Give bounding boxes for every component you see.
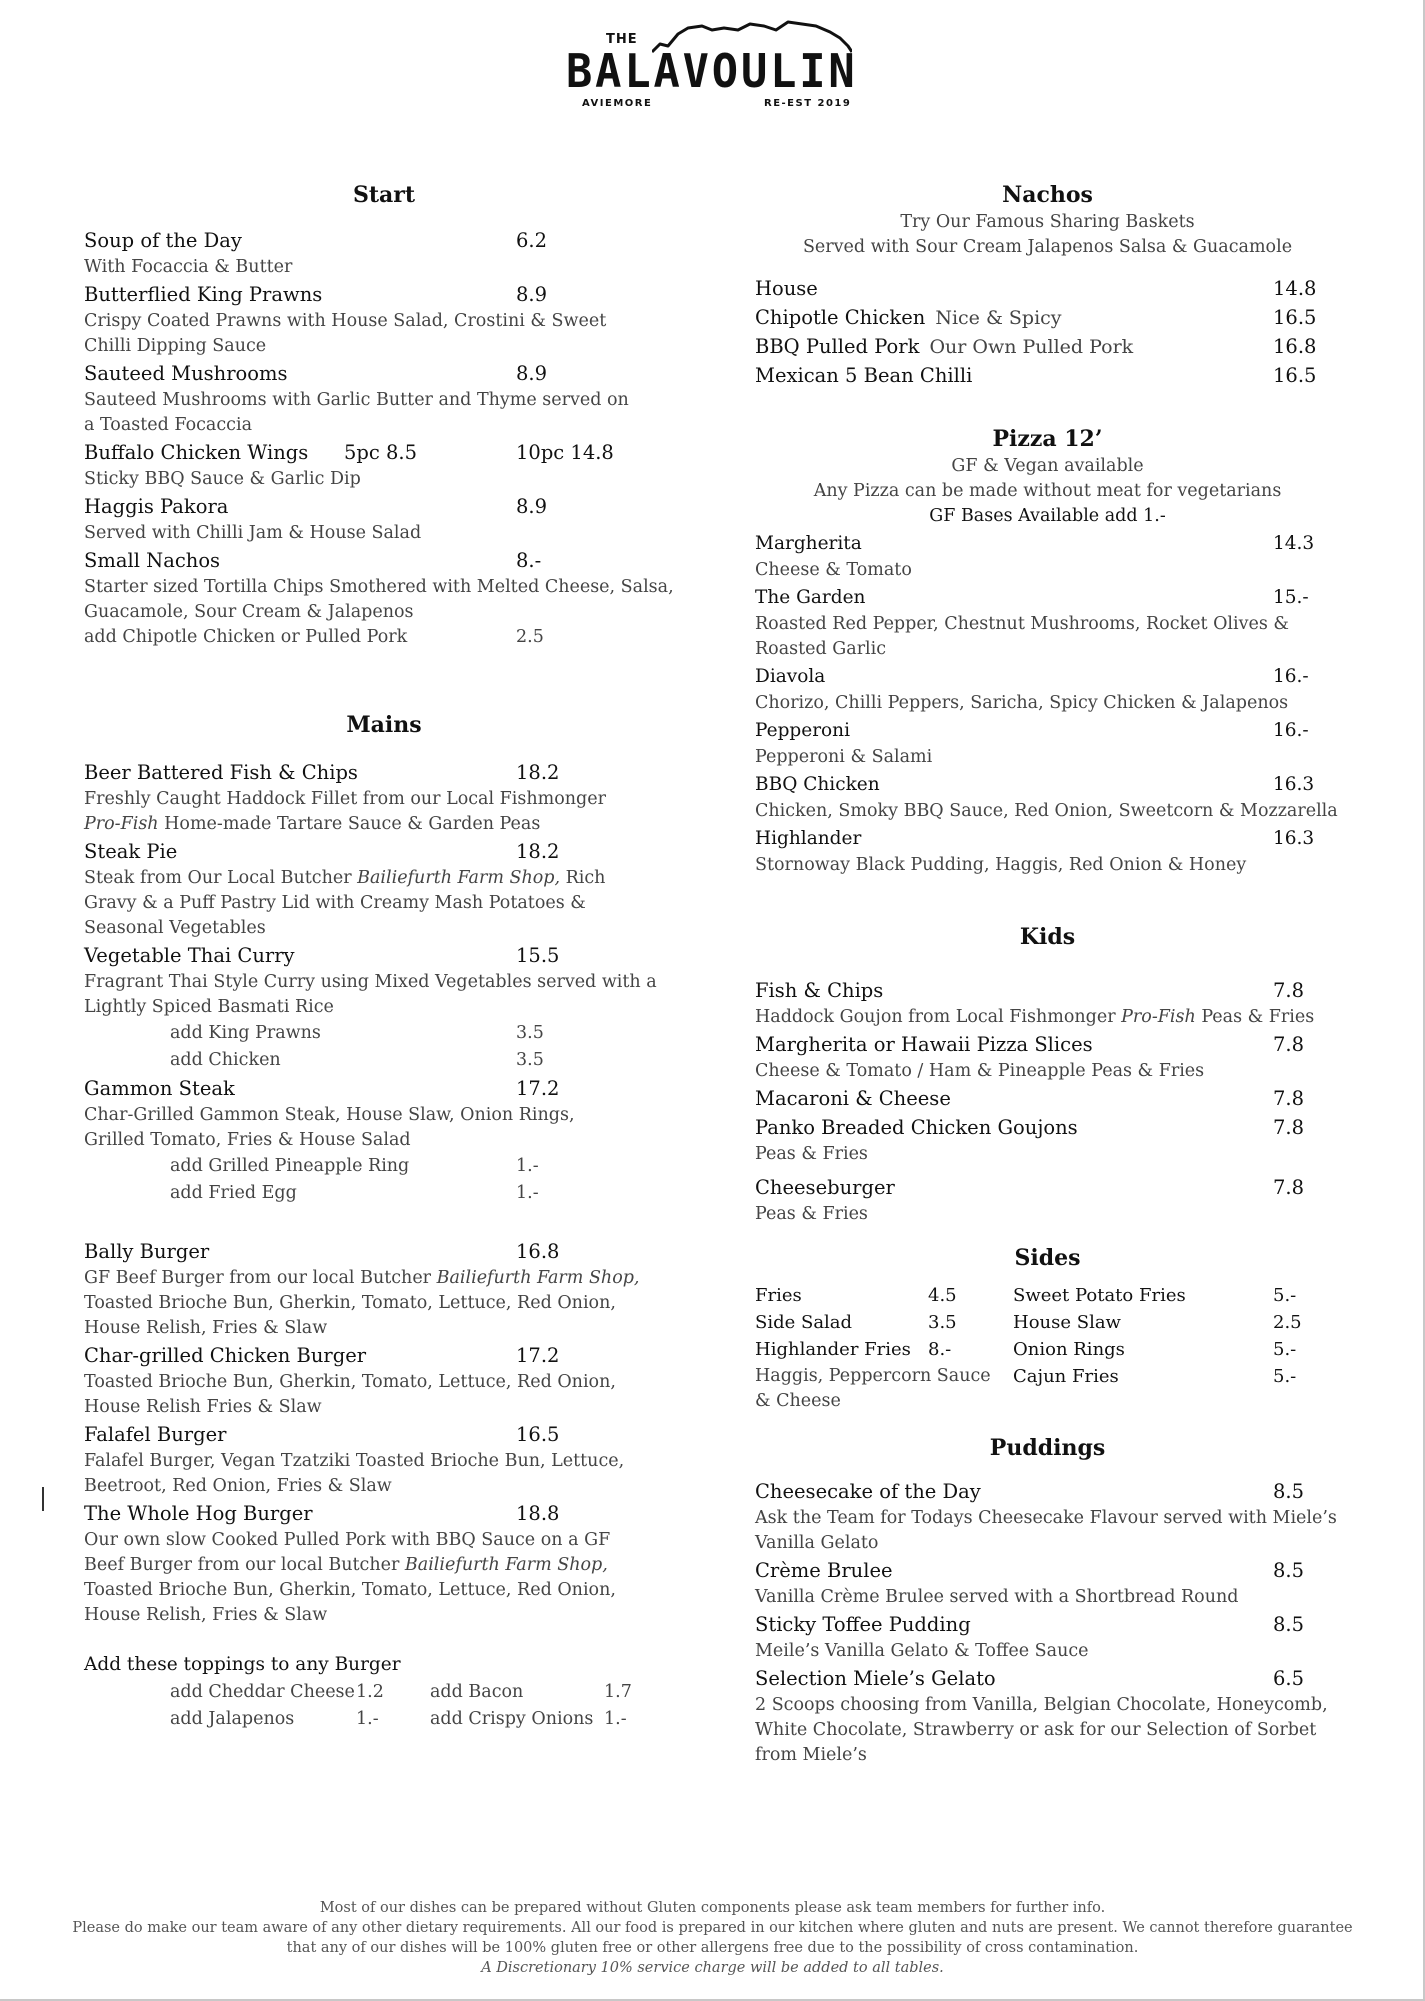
item-name: Buffalo Chicken Wings — [84, 441, 309, 464]
desc-text: Steak from Our Local Butcher — [84, 868, 358, 888]
footer — [60, 1898, 1365, 1978]
addon-price: 1.- — [516, 1183, 539, 1203]
side-desc: Haggis, Peppercorn Sauce & Cheese — [755, 1366, 991, 1411]
menu-item — [755, 1113, 1340, 1142]
item-desc: Stornoway Black Pudding, Haggis, Red Onion & Honey — [755, 855, 1247, 875]
item-price: 14.3 — [1273, 533, 1315, 554]
side-price: 8.- — [928, 1339, 952, 1360]
desc-text: GF Beef Burger from our local Butcher — [84, 1268, 437, 1288]
addon-price: 1.- — [516, 1156, 539, 1176]
menu-item — [84, 1420, 684, 1449]
desc-text: Freshly Caught Haddock Fillet from our Local Fishmonger — [84, 789, 606, 809]
footer-line1: Most of our dishes can be prepared without Gluten components please ask team members for further info. — [319, 1900, 1106, 1916]
item-desc: Ask the Team for Todays Cheesecake Flavour served with Miele’s Vanilla Gelato — [755, 1508, 1337, 1553]
item-desc: Peas & Fries — [755, 1144, 868, 1164]
topping-price: 1.- — [356, 1709, 379, 1729]
item-price: 8.5 — [1273, 1559, 1305, 1582]
menu-item — [755, 583, 1340, 612]
item-name: BBQ Pulled Pork — [755, 335, 920, 358]
item-price: 17.2 — [516, 1344, 560, 1367]
item-price: 8.- — [516, 549, 542, 572]
pizza-sub3: GF Bases Available add 1.- — [929, 506, 1166, 526]
addon-name: add Grilled Pineapple Ring — [170, 1156, 410, 1176]
item-price: 14.8 — [1273, 277, 1317, 300]
item-price: 16.8 — [1273, 335, 1317, 358]
item-price: 16.5 — [1273, 306, 1317, 329]
item-price: 8.9 — [516, 283, 548, 306]
side-name: Sweet Potato Fries — [1013, 1285, 1186, 1306]
side-price: 2.5 — [1273, 1312, 1302, 1333]
item-name: Fish & Chips — [755, 979, 884, 1002]
item-desc — [84, 866, 624, 941]
side-name: Side Salad — [755, 1312, 853, 1333]
item-price: 18.8 — [516, 1502, 560, 1525]
topping-name: add Crispy Onions — [430, 1709, 594, 1729]
desc-italic: Bailiefurth Farm Shop, — [436, 1268, 640, 1288]
item-name: Soup of the Day — [84, 229, 242, 252]
menu-item — [755, 770, 1340, 799]
item-desc: Starter sized Tortilla Chips Smothered with Melted Cheese, Salsa, Guacamole, Sour Cream & Jalapenos — [84, 577, 674, 622]
addon-row — [84, 1153, 684, 1180]
item-desc: Chorizo, Chilli Peppers, Saricha, Spicy Chicken & Jalapenos — [755, 693, 1289, 713]
topping-row — [84, 1706, 684, 1733]
footer-line3: A Discretionary 10% service charge will be added to all tables. — [481, 1960, 944, 1976]
item-desc: Served with Chilli Jam & House Salad — [84, 523, 422, 543]
menu-item — [84, 492, 684, 521]
item-desc: Pepperoni & Salami — [755, 747, 933, 767]
addon-name: add Fried Egg — [170, 1183, 297, 1203]
item-name: Bally Burger — [84, 1240, 210, 1263]
nachos-sub1: Try Our Famous Sharing Baskets — [900, 212, 1195, 232]
side-name: Fries — [755, 1285, 802, 1306]
menu-item — [84, 1074, 684, 1103]
puddings-title: Puddings — [989, 1435, 1106, 1461]
menu-item — [84, 758, 684, 787]
left-column — [84, 180, 684, 1733]
item-desc: Vanilla Crème Brulee served with a Shortbread Round — [755, 1587, 1239, 1607]
item-desc: Char-Grilled Gammon Steak, House Slaw, Onion Rings, Grilled Tomato, Fries & House Salad — [84, 1105, 575, 1150]
sides-grid — [755, 1285, 1340, 1411]
extra-price: 2.5 — [516, 627, 544, 647]
menu-item — [755, 1084, 1340, 1113]
item-price: 6.5 — [1273, 1667, 1305, 1690]
pizza-sub2: Any Pizza can be made without meat for vegetarians — [813, 481, 1282, 501]
topping-price: 1.7 — [604, 1682, 632, 1702]
item-desc — [84, 787, 684, 837]
menu-item — [84, 1499, 684, 1528]
topping-name: add Cheddar Cheese — [170, 1682, 355, 1702]
desc-text: Toasted Brioche Bun, Gherkin, Tomato, Lettuce, Red Onion, House Relish, Fries & Slaw — [84, 1293, 616, 1338]
mains-title: Mains — [346, 712, 422, 738]
menu-item — [84, 1237, 684, 1266]
item-desc: With Focaccia & Butter — [84, 257, 293, 277]
menu-item — [84, 1341, 684, 1370]
item-name: Sticky Toffee Pudding — [755, 1613, 971, 1636]
addon-row — [84, 1047, 684, 1074]
item-price: 16.3 — [1273, 774, 1315, 795]
item-name: Chipotle Chicken — [755, 306, 926, 329]
addon-name: add King Prawns — [170, 1023, 321, 1043]
item-price: 16.- — [1273, 720, 1309, 741]
menu-item — [84, 837, 684, 866]
item-name: Margherita — [755, 533, 862, 554]
menu-item — [84, 359, 684, 388]
menu-item — [755, 274, 1340, 303]
desc-text: Our own slow Cooked Pulled Pork with BBQ Sauce on a GF Beef Burger from our local Butcher — [84, 1530, 611, 1575]
menu-item — [755, 976, 1340, 1005]
item-name: Falafel Burger — [84, 1423, 227, 1446]
item-name: Crème Brulee — [755, 1559, 893, 1582]
menu-item — [755, 361, 1340, 390]
item-price: 16.- — [1273, 666, 1309, 687]
toppings-title: Add these toppings to any Burger — [84, 1654, 401, 1675]
desc-italic: Bailiefurth Farm Shop, — [404, 1555, 608, 1575]
item-name: Steak Pie — [84, 840, 178, 863]
item-name: Beer Battered Fish & Chips — [84, 761, 358, 784]
menu-item — [755, 716, 1340, 745]
side-price: 5.- — [1273, 1366, 1297, 1387]
item-desc: Cheese & Tomato — [755, 560, 912, 580]
desc-text: Rich Gravy & a Puff Pastry Lid with Creamy Mash Potatoes & Seasonal Vegetables — [84, 868, 606, 938]
side-price: 5.- — [1273, 1285, 1297, 1306]
item-desc: Sauteed Mushrooms with Garlic Butter and Thyme served on a Toasted Focaccia — [84, 390, 629, 435]
sides-title: Sides — [1014, 1245, 1081, 1271]
item-name: Haggis Pakora — [84, 495, 229, 518]
item-name: Macaroni & Cheese — [755, 1087, 951, 1110]
item-price: 8.9 — [516, 362, 548, 385]
item-price: 7.8 — [1273, 979, 1305, 1002]
logo-brand: BALAVOULIN — [566, 44, 858, 98]
item-name: Pepperoni — [755, 720, 851, 741]
desc-text: Toasted Brioche Bun, Gherkin, Tomato, Lettuce, Red Onion, House Relish, Fries & Slaw — [84, 1580, 616, 1625]
menu-item — [755, 529, 1340, 558]
item-price: 6.2 — [516, 229, 548, 252]
logo-town: AVIEMORE — [582, 98, 653, 109]
item-name: The Garden — [755, 587, 866, 608]
item-price: 7.8 — [1273, 1116, 1305, 1139]
menu-item — [755, 1030, 1340, 1059]
item-name: Highlander — [755, 828, 862, 849]
menu-item — [755, 1477, 1340, 1506]
item-name: The Whole Hog Burger — [84, 1502, 313, 1525]
side-price: 5.- — [1273, 1339, 1297, 1360]
item-desc: Chicken, Smoky BBQ Sauce, Red Onion, Sweetcorn & Mozzarella — [755, 801, 1338, 821]
item-desc: 2 Scoops choosing from Vanilla, Belgian Chocolate, Honeycomb, White Chocolate, Strawberry or ask for our Selection of Sorbet from Miele’s — [755, 1695, 1328, 1765]
item-name: Margherita or Hawaii Pizza Slices — [755, 1033, 1093, 1056]
menu-item — [755, 1610, 1340, 1639]
side-name: Cajun Fries — [1013, 1366, 1119, 1387]
addon-row — [84, 1180, 684, 1207]
footer-line2: Please do make our team aware of any other dietary requirements. All our food is prepared in our kitchen where gluten and nuts are present. We cannot therefore guarantee that any of our dishes will be 100% gluten free or other allergens free due to the possibility of cross contamination. — [72, 1920, 1353, 1956]
pizza-title: Pizza 12’ — [992, 426, 1103, 452]
desc-italic: Pro-Fish — [84, 814, 159, 834]
item-name: Small Nachos — [84, 549, 221, 572]
item-price: 7.8 — [1273, 1087, 1305, 1110]
topping-price: 1.2 — [356, 1682, 384, 1702]
item-price: 16.5 — [1273, 364, 1317, 387]
menu-item — [755, 303, 1340, 332]
menu-item — [84, 438, 684, 467]
menu-item — [755, 1664, 1340, 1693]
logo — [560, 10, 860, 120]
item-price-small: 5pc 8.5 — [344, 441, 418, 464]
logo-the: THE — [606, 32, 638, 47]
item-name: Vegetable Thai Curry — [84, 944, 295, 967]
menu-item — [755, 1556, 1340, 1585]
item-desc: Roasted Red Pepper, Chestnut Mushrooms, Rocket Olives & Roasted Garlic — [755, 614, 1289, 659]
topping-row — [84, 1679, 684, 1706]
item-price: 16.8 — [516, 1240, 560, 1263]
desc-text: Haddock Goujon from Local Fishmonger — [755, 1007, 1122, 1027]
side-price: 3.5 — [928, 1312, 957, 1333]
item-price: 15.- — [1273, 587, 1309, 608]
extra-name: add Chipotle Chicken or Pulled Pork — [84, 627, 408, 647]
item-name: Mexican 5 Bean Chilli — [755, 364, 973, 387]
item-price: 17.2 — [516, 1077, 560, 1100]
start-title: Start — [352, 182, 416, 208]
addon-price: 3.5 — [516, 1050, 544, 1070]
desc-text: Peas & Fries — [1195, 1007, 1315, 1027]
item-name: Gammon Steak — [84, 1077, 235, 1100]
item-desc: Meile’s Vanilla Gelato & Toffee Sauce — [755, 1641, 1089, 1661]
item-name: Sauteed Mushrooms — [84, 362, 288, 385]
addon-row — [84, 1020, 684, 1047]
item-name: Butterflied King Prawns — [84, 283, 323, 306]
addon-name: add Chicken — [170, 1050, 281, 1070]
item-name: House — [755, 277, 818, 300]
item-desc: Falafel Burger, Vegan Tzatziki Toasted Brioche Bun, Lettuce, Beetroot, Red Onion, Fries & Slaw — [84, 1451, 625, 1496]
side-name: Onion Rings — [1013, 1339, 1125, 1360]
menu-item — [755, 824, 1340, 853]
logo-est: RE-EST 2019 — [764, 98, 852, 109]
item-name: BBQ Chicken — [755, 774, 880, 795]
item-desc — [84, 1266, 644, 1341]
side-price: 4.5 — [928, 1285, 957, 1306]
item-desc: Peas & Fries — [755, 1204, 868, 1224]
item-price: 18.2 — [516, 840, 560, 863]
item-price: 16.3 — [1273, 828, 1315, 849]
item-desc: Sticky BBQ Sauce & Garlic Dip — [84, 469, 361, 489]
item-desc: Toasted Brioche Bun, Gherkin, Tomato, Lettuce, Red Onion, House Relish Fries & Slaw — [84, 1372, 616, 1417]
item-name: Cheeseburger — [755, 1176, 895, 1199]
pizza-sub1: GF & Vegan available — [951, 456, 1144, 476]
item-desc — [84, 1528, 654, 1628]
topping-price: 1.- — [604, 1709, 627, 1729]
item-name: Char-grilled Chicken Burger — [84, 1344, 367, 1367]
menu-item — [755, 1173, 1340, 1202]
nachos-title: Nachos — [1002, 182, 1093, 208]
toppings-title-row — [84, 1650, 684, 1679]
kids-title: Kids — [1019, 924, 1076, 950]
menu-item — [84, 941, 684, 970]
side-name: House Slaw — [1013, 1312, 1121, 1333]
item-desc: Crispy Coated Prawns with House Salad, Crostini & Sweet Chilli Dipping Sauce — [84, 311, 607, 356]
nachos-sub2: Served with Sour Cream Jalapenos Salsa & Guacamole — [802, 237, 1293, 257]
item-note: Nice & Spicy — [935, 307, 1062, 329]
item-price: 8.5 — [1273, 1480, 1305, 1503]
menu-item — [84, 546, 684, 575]
menu-item — [84, 226, 684, 255]
item-price: 7.8 — [1273, 1033, 1305, 1056]
side-name: Highlander Fries — [755, 1339, 911, 1360]
right-column — [755, 180, 1340, 1768]
topping-name: add Bacon — [430, 1682, 524, 1702]
item-price: 18.2 — [516, 761, 560, 784]
item-desc: Cheese & Tomato / Ham & Pineapple Peas & Fries — [755, 1061, 1205, 1081]
text-cursor — [42, 1487, 44, 1511]
extra-line — [84, 625, 684, 650]
item-name: Diavola — [755, 666, 826, 687]
item-name: Cheesecake of the Day — [755, 1480, 981, 1503]
item-price: 8.9 — [516, 495, 548, 518]
topping-name: add Jalapenos — [170, 1709, 295, 1729]
desc-italic: Bailiefurth Farm Shop, — [357, 868, 561, 888]
item-price: 15.5 — [516, 944, 560, 967]
menu-item — [755, 662, 1340, 691]
item-price: 10pc 14.8 — [516, 441, 614, 464]
desc-text: Home-made Tartare Sauce & Garden Peas — [158, 814, 541, 834]
addon-price: 3.5 — [516, 1023, 544, 1043]
menu-item — [755, 332, 1340, 361]
item-price: 8.5 — [1273, 1613, 1305, 1636]
item-desc — [755, 1005, 1340, 1030]
item-name: Panko Breaded Chicken Goujons — [755, 1116, 1078, 1139]
item-name: Selection Miele’s Gelato — [755, 1667, 996, 1690]
desc-italic: Pro-Fish — [1121, 1007, 1196, 1027]
item-note: Our Own Pulled Pork — [929, 336, 1134, 358]
menu-item — [84, 280, 684, 309]
item-price: 16.5 — [516, 1423, 560, 1446]
item-price: 7.8 — [1273, 1176, 1305, 1199]
item-desc: Fragrant Thai Style Curry using Mixed Vegetables served with a Lightly Spiced Basmati Rice — [84, 972, 657, 1017]
